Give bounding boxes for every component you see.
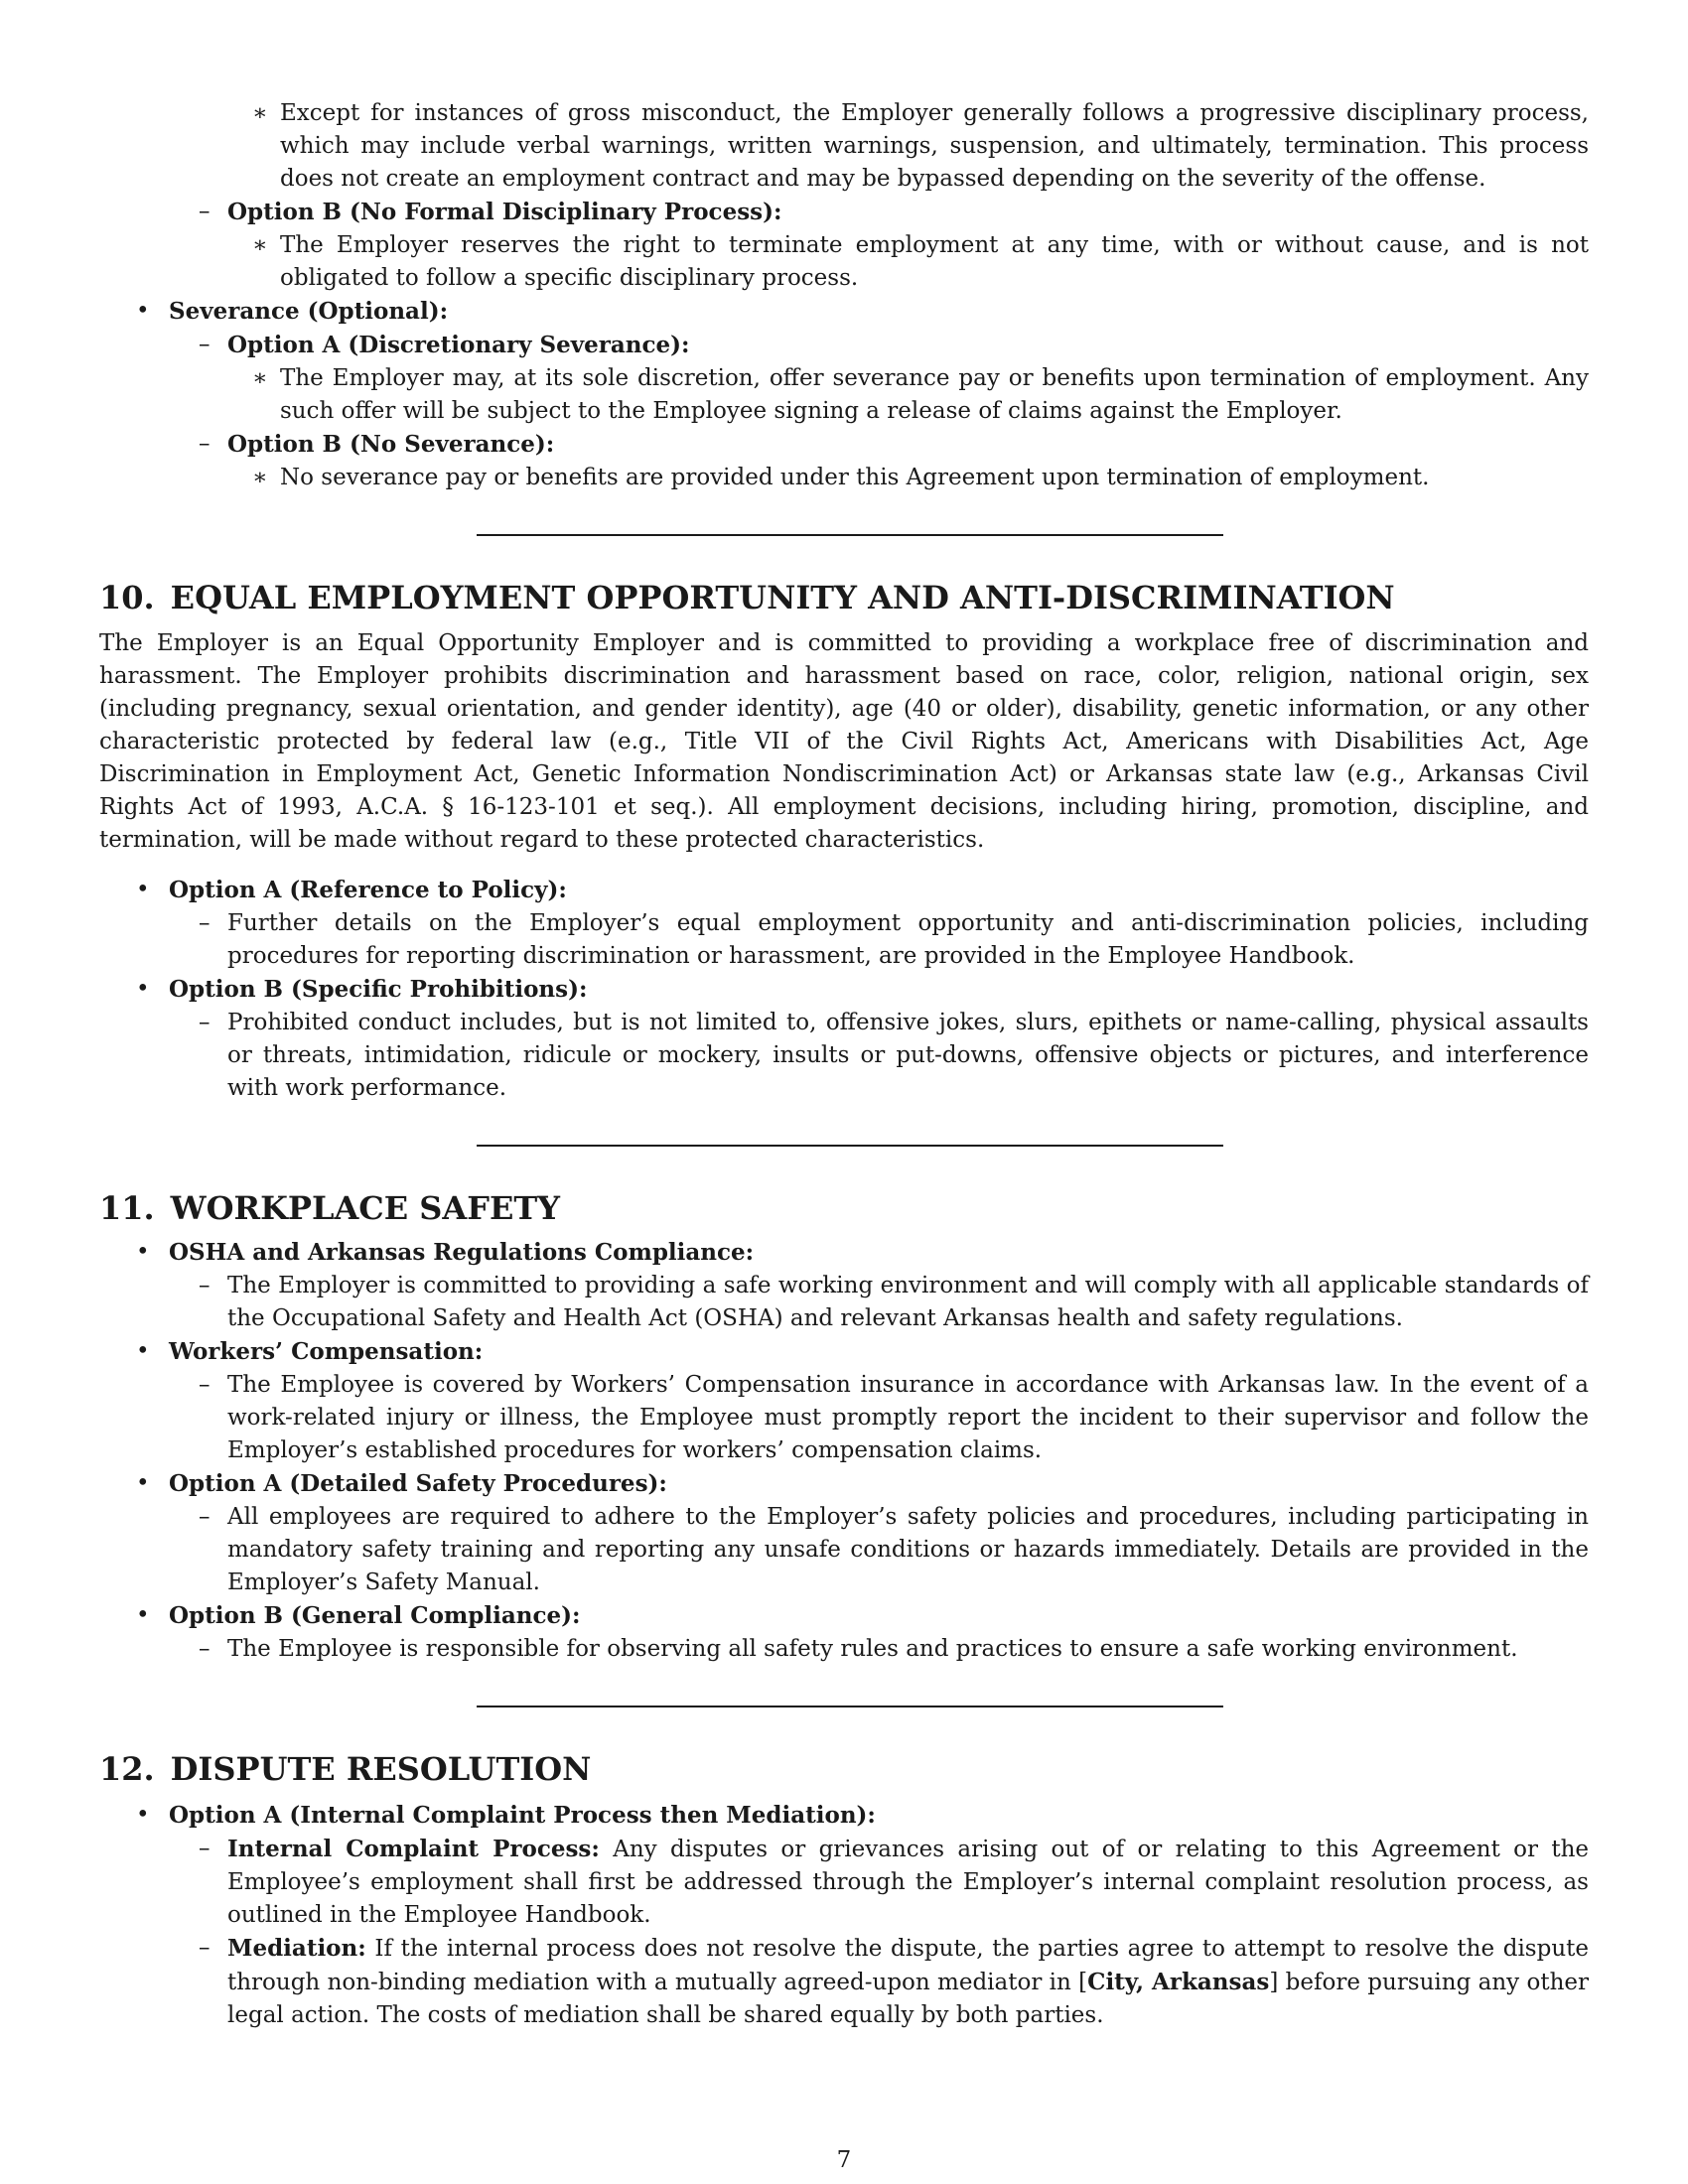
list-item: ∗ Except for instances of gross misconduct, the Employer generally follows a progressive disciplinary process, which may include verbal warnings, written warnings, suspension, and ultimately, termination. This process does not create an employment contract and may be bypassed depending on the severity of the offense. [99,97,1589,196]
list-item: – Mediation: If the internal process does not resolve the dispute, the parties agree to attempt to resolve the dispute through non-binding mediation with a mutually agreed-upon mediator in [City, Arkansas] before pursuing any other legal action. The costs of mediation shall be shared equally by both parties. [99,1932,1589,2032]
section-paragraph: The Employer is an Equal Opportunity Employer and is committed to providing a workplace free of discrimination and harassment. The Employer prohibits discrimination and harassment based on race, color, religion, national origin, sex (including pregnancy, sexual orientation, and gender identity), age (40 or older), disability, genetic information, or any other characteristic protected by federal law (e.g., Title VII of the Civil Rights Act, Americans with Disabilities Act, Age Discrimination in Employment Act, Genetic Information Nondiscrimination Act) or Arkansas state law (e.g., Arkansas Civil Rights Act of 1993, A.C.A. § 16-123-101 et seq.). All employment decisions, including hiring, promotion, discipline, and termination, will be made without regard to these protected characteristics. [99,630,1589,853]
dot-bullet: • [136,298,150,324]
asterisk-bullet: ∗ [252,365,268,391]
dash-bullet: – [199,910,211,936]
dash-bullet: – [199,199,211,224]
list-item: – Option B (No Formal Disciplinary Process): [99,196,1589,229]
list-item: – Prohibited conduct includes, but is not limited to, offensive jokes, slurs, epithets or name-calling, physical assaults or threats, intimidation, ridicule or mockery, insults or put-downs, offensive objects or pictures, and interference with work performance. [99,1007,1589,1105]
list-item: – Further details on the Employer’s equal employment opportunity and anti-discrimination policies, including procedures for reporting discrimination or harassment, are provided in the Employee Handbook. [99,907,1589,973]
list-item: • Option B (General Compliance): [99,1599,1589,1633]
asterisk-bullet: ∗ [252,465,268,490]
dot-bullet: • [136,1239,150,1265]
list-item: • Option B (Specific Prohibitions): [99,973,1589,1007]
dash-bullet: – [199,1010,211,1035]
dash-bullet: – [199,332,211,357]
section-heading: 11. WORKPLACE SAFETY [99,1189,560,1227]
section-heading: 12. DISPUTE RESOLUTION [99,1750,592,1788]
list-item: • Option A (Detailed Safety Procedures): [99,1467,1589,1501]
list-item: • Option A (Internal Complaint Process then Mediation): [99,1799,1589,1833]
list-item: – The Employee is covered by Workers’ Compensation insurance in accordance with Arkansas law. In the event of a work-related injury or illness, the Employee must promptly report the incident to their supervisor and follow the Employer’s established procedures for workers’ compensation claims. [99,1369,1589,1467]
list-item: – Option A (Discretionary Severance): [99,329,1589,362]
section-divider [477,1145,1223,1147]
list-item: ∗ No severance pay or benefits are provided under this Agreement upon termination of employment. [99,462,1589,494]
list-item: – Internal Complaint Process: Any disputes or grievances arising out of or relating to this Agreement or the Employee’s employment shall first be addressed through the Employer’s internal complaint resolution process, as outlined in the Employee Handbook. [99,1833,1589,1932]
list-item: – Option B (No Severance): [99,428,1589,462]
list-item: • Workers’ Compensation: [99,1335,1589,1369]
list-item: – The Employee is responsible for observing all safety rules and practices to ensure a safe working environment. [99,1633,1589,1666]
dash-bullet: – [199,1372,211,1398]
dot-bullet: • [136,1470,150,1496]
list-item: ∗ The Employer reserves the right to terminate employment at any time, with or without cause, and is not obligated to follow a specific disciplinary process. [99,229,1589,295]
asterisk-bullet: ∗ [252,232,268,258]
dot-bullet: • [136,976,150,1002]
dash-bullet: – [199,1836,211,1861]
dash-bullet: – [199,1273,211,1298]
section-divider [477,1706,1223,1707]
section-divider [477,534,1223,536]
dot-bullet: • [136,1802,150,1828]
list-item: – The Employer is committed to providing a safe working environment and will comply with all applicable standards of the Occupational Safety and Health Act (OSHA) and relevant Arkansas health and safety regulations. [99,1270,1589,1335]
dash-bullet: – [199,1636,211,1662]
dot-bullet: • [136,1602,150,1628]
list-item: • Option A (Reference to Policy): [99,874,1589,907]
list-item: – All employees are required to adhere to the Employer’s safety policies and procedures, including participating in mandatory safety training and reporting any unsafe conditions or hazards immediately. Details are provided in the Employer’s Safety Manual. [99,1501,1589,1599]
page-number: 7 [836,2147,852,2173]
list-item: ∗ The Employer may, at its sole discretion, offer severance pay or benefits upon termination of employment. Any such offer will be subject to the Employee signing a release of claims against the Employer. [99,362,1589,428]
dash-bullet: – [199,1504,211,1530]
document-page [99,97,1589,2032]
asterisk-bullet: ∗ [252,100,268,126]
section-heading: 10. EQUAL EMPLOYMENT OPPORTUNITY AND ANTI-DISCRIMINATION [99,579,1395,616]
list-item: • OSHA and Arkansas Regulations Compliance: [99,1236,1589,1270]
dash-bullet: – [199,431,211,457]
dash-bullet: – [199,1935,211,1961]
dot-bullet: • [136,877,150,902]
dot-bullet: • [136,1338,150,1364]
list-item: • Severance (Optional): [99,295,1589,329]
